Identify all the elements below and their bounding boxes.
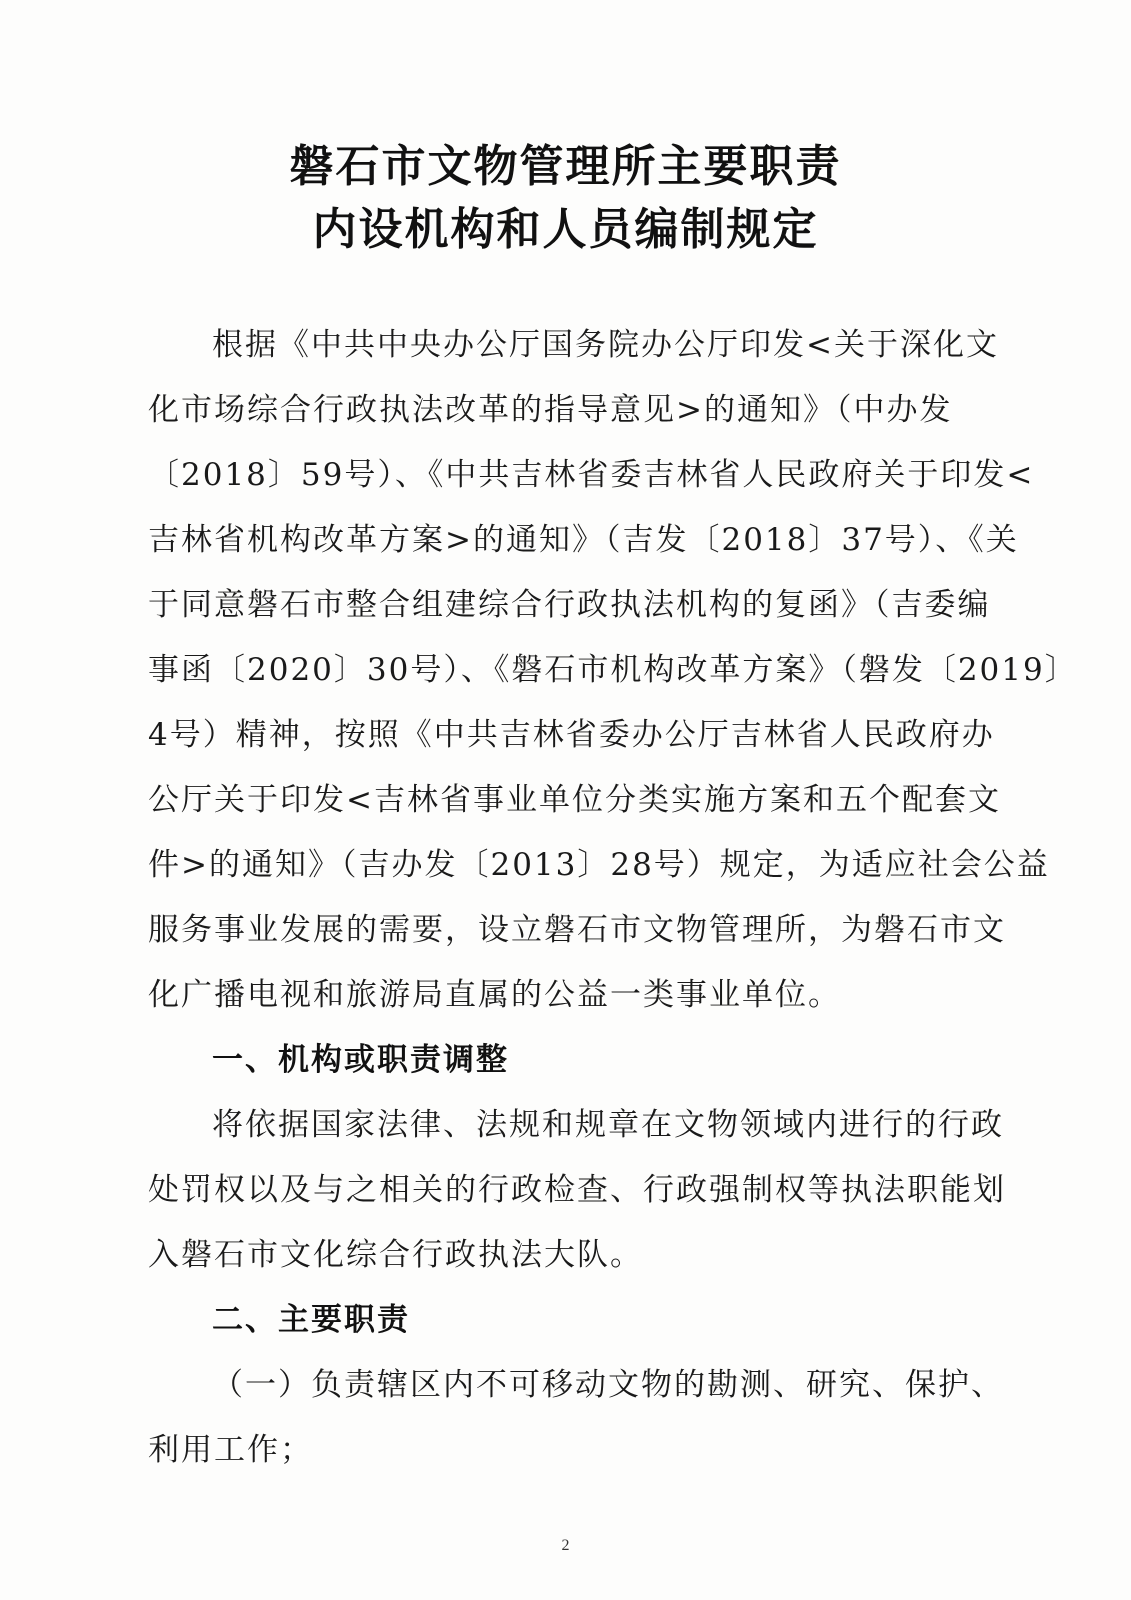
paragraph-1-line: 吉林省机构改革方案>的通知》（吉发〔2018〕37号）、《关 [148,522,1019,558]
section-1-heading: 一、机构或职责调整 [212,1042,509,1078]
paragraph-1-line: 公厅关于印发<吉林省事业单位分类实施方案和五个配套文 [148,782,1001,818]
paragraph-3-line: （一）负责辖区内不可移动文物的勘测、研究、保护、 [212,1367,1004,1403]
paragraph-1-line: 服务事业发展的需要，设立磐石市文物管理所，为磐石市文 [148,912,1006,948]
paragraph-2-line: 将依据国家法律、法规和规章在文物领域内进行的行政 [212,1107,1004,1143]
paragraph-2-line: 处罚权以及与之相关的行政检查、行政强制权等执法职能划 [148,1172,1006,1208]
section-2-heading: 二、主要职责 [212,1302,410,1338]
paragraph-1-line: 于同意磐石市整合组建综合行政执法机构的复函》（吉委编 [148,587,991,623]
paragraph-1-line: 件>的通知》（吉办发〔2013〕28号）规定，为适应社会公益 [148,847,1050,883]
document-title-line-1: 磐石市文物管理所主要职责 [289,141,842,192]
paragraph-1-line: 根据《中共中央办公厅国务院办公厅印发<关于深化文 [212,327,999,363]
paragraph-1-line: 事函〔2020〕30号）、《磐石市机构改革方案》（磐发〔2019〕 [148,652,1078,688]
paragraph-1-line: 化广播电视和旅游局直属的公益一类事业单位。 [148,977,841,1013]
document-title-line-2: 内设机构和人员编制规定 [312,204,819,255]
paragraph-1-line: 化市场综合行政执法改革的指导意见>的通知》（中办发 [148,392,953,428]
paragraph-1-line: 4号）精神，按照《中共吉林省委办公厅吉林省人民政府办 [148,717,995,753]
paragraph-2-line: 入磐石市文化综合行政执法大队。 [148,1237,643,1273]
page-number: 2 [561,1537,570,1554]
paragraph-1-line: 〔2018〕59号）、《中共吉林省委吉林省人民政府关于印发< [148,457,1035,493]
paragraph-3-line: 利用工作； [148,1432,313,1468]
